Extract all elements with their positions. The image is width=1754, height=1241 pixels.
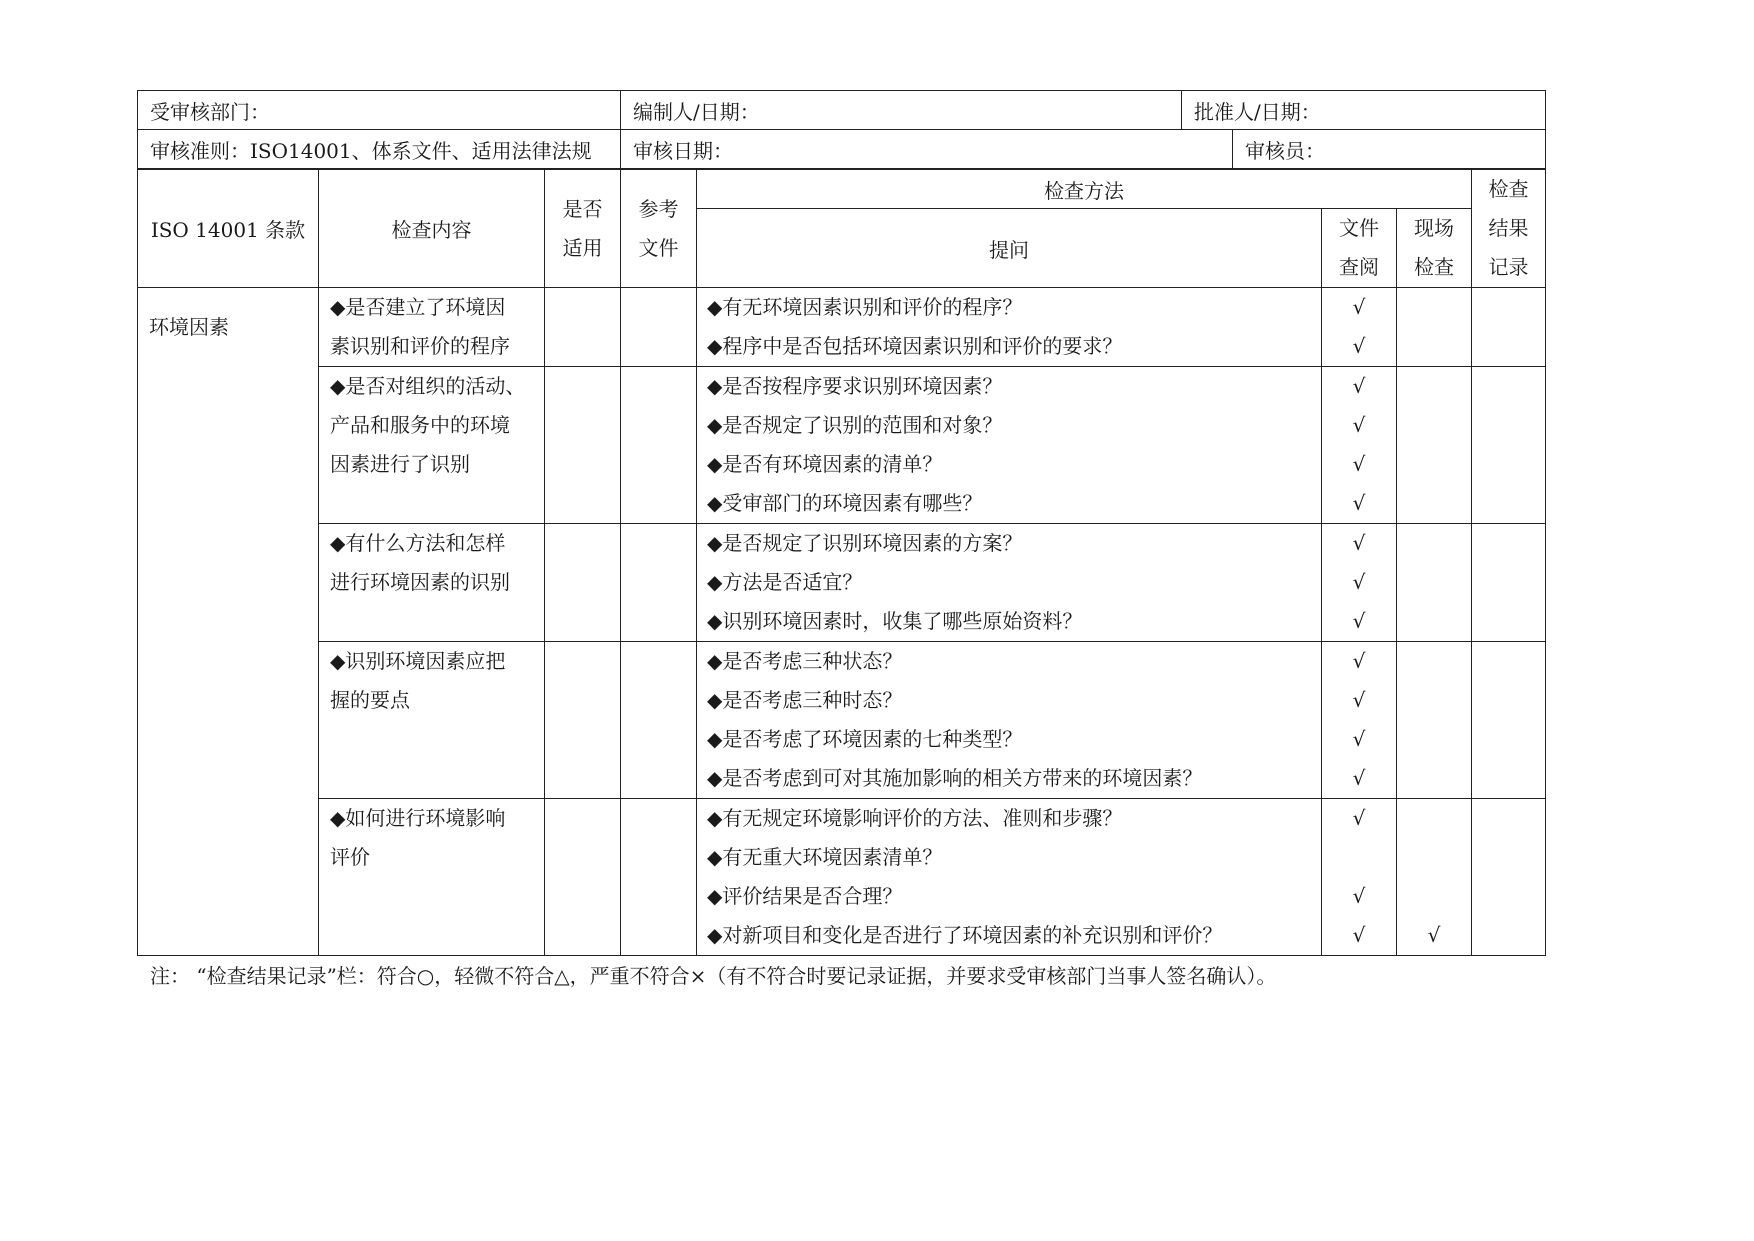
check-mark bbox=[1322, 838, 1396, 877]
check-content-line: ◆是否建立了环境因 bbox=[330, 295, 506, 319]
result-cell[interactable] bbox=[1472, 642, 1546, 799]
audited-dept-field[interactable] bbox=[138, 91, 621, 130]
question-item: ◆是否有环境因素的清单？ bbox=[707, 452, 943, 476]
table-row bbox=[138, 367, 1546, 524]
reference-cell[interactable] bbox=[621, 642, 697, 799]
header-row-1 bbox=[137, 90, 1546, 130]
clause-name: 环境因素 bbox=[149, 315, 229, 339]
check-mark: √ bbox=[1352, 727, 1366, 751]
check-mark bbox=[1397, 445, 1471, 484]
content-header bbox=[319, 170, 545, 288]
check-mark bbox=[1397, 720, 1471, 759]
check-mark bbox=[1397, 602, 1471, 641]
table-row bbox=[138, 288, 1546, 367]
check-mark bbox=[1397, 288, 1471, 327]
applicable-header-line-1: 是否 bbox=[562, 196, 603, 221]
applicable-header-line-2: 适用 bbox=[562, 235, 603, 260]
question-item: ◆对新项目和变化是否进行了环境因素的补充识别和评价？ bbox=[707, 923, 1223, 947]
approver-date-field[interactable] bbox=[1182, 91, 1546, 130]
check-content-cell bbox=[319, 288, 545, 367]
method-header bbox=[697, 170, 1472, 209]
check-content-line: ◆有什么方法和怎样 bbox=[330, 531, 506, 555]
compiler-date-field[interactable] bbox=[621, 91, 1182, 130]
question-item: ◆识别环境因素时，收集了哪些原始资料？ bbox=[707, 609, 1083, 633]
question-cell bbox=[697, 524, 1322, 642]
doc-review-header-line-1: 文件 bbox=[1339, 216, 1379, 240]
question-item: ◆有无规定环境影响评价的方法、准则和步骤？ bbox=[707, 806, 1123, 830]
column-header-row-1 bbox=[138, 170, 1546, 209]
question-item: ◆是否考虑三种状态？ bbox=[707, 649, 903, 673]
site-check-cell bbox=[1397, 367, 1472, 524]
doc-review-cell bbox=[1322, 288, 1397, 367]
doc-review-cell bbox=[1322, 799, 1397, 956]
check-content-line: 产品和服务中的环境 bbox=[330, 413, 510, 437]
approver-date-label: 批准人/日期： bbox=[1194, 99, 1321, 124]
question-header bbox=[697, 209, 1322, 288]
question-item: ◆方法是否适宜？ bbox=[707, 570, 863, 594]
check-mark: √ bbox=[1352, 570, 1366, 594]
check-mark bbox=[1397, 367, 1471, 406]
site-check-header-line-1: 现场 bbox=[1414, 216, 1454, 240]
check-mark: √ bbox=[1352, 452, 1366, 476]
check-content-cell bbox=[319, 799, 545, 956]
clause-header-label: ISO 14001 条款 bbox=[150, 218, 306, 242]
check-mark: √ bbox=[1352, 609, 1366, 633]
result-cell[interactable] bbox=[1472, 524, 1546, 642]
check-content-line: 评价 bbox=[330, 845, 370, 869]
question-item: ◆是否规定了识别的范围和对象？ bbox=[707, 413, 1003, 437]
question-header-label: 提问 bbox=[989, 237, 1029, 262]
question-item: ◆是否考虑三种时态？ bbox=[707, 688, 903, 712]
reference-cell[interactable] bbox=[621, 524, 697, 642]
check-content-line: 进行环境因素的识别 bbox=[330, 570, 510, 594]
check-mark bbox=[1397, 484, 1471, 523]
site-check-header bbox=[1397, 209, 1472, 288]
result-header-line-3: 记录 bbox=[1488, 255, 1529, 279]
question-cell bbox=[697, 642, 1322, 799]
result-header bbox=[1472, 170, 1546, 288]
reference-cell[interactable] bbox=[621, 367, 697, 524]
check-mark bbox=[1397, 681, 1471, 720]
content-header-label: 检查内容 bbox=[391, 218, 472, 242]
site-check-cell bbox=[1397, 288, 1472, 367]
check-mark bbox=[1397, 524, 1471, 563]
check-mark: √ bbox=[1352, 688, 1366, 712]
compiler-date-label: 编制人/日期： bbox=[633, 99, 760, 124]
auditor-field[interactable] bbox=[1233, 130, 1546, 169]
question-item: ◆是否按程序要求识别环境因素？ bbox=[707, 374, 1003, 398]
check-mark bbox=[1397, 877, 1471, 916]
result-header-line-1: 检查 bbox=[1488, 177, 1529, 201]
applicable-header bbox=[545, 170, 621, 288]
check-content-cell bbox=[319, 524, 545, 642]
check-mark: √ bbox=[1352, 649, 1366, 673]
check-mark bbox=[1397, 799, 1471, 838]
doc-review-cell bbox=[1322, 524, 1397, 642]
clause-header bbox=[138, 170, 319, 288]
audit-date-label: 审核日期： bbox=[633, 138, 733, 163]
table-row bbox=[138, 642, 1546, 799]
question-item: ◆受审部门的环境因素有哪些？ bbox=[707, 491, 983, 515]
question-item: ◆评价结果是否合理？ bbox=[707, 884, 903, 908]
audit-criteria-cell bbox=[138, 130, 621, 169]
applicable-cell[interactable] bbox=[545, 367, 621, 524]
result-cell[interactable] bbox=[1472, 288, 1546, 367]
check-mark bbox=[1397, 327, 1471, 366]
check-content-line: ◆如何进行环境影响 bbox=[330, 806, 506, 830]
reference-header bbox=[621, 170, 697, 288]
check-content-line: 握的要点 bbox=[330, 688, 410, 712]
question-cell bbox=[697, 799, 1322, 956]
check-mark: √ bbox=[1352, 531, 1366, 555]
check-content-cell bbox=[319, 367, 545, 524]
audit-date-field[interactable] bbox=[621, 130, 1233, 169]
doc-review-header bbox=[1322, 209, 1397, 288]
check-mark: √ bbox=[1352, 491, 1366, 515]
check-content-line: 因素进行了识别 bbox=[330, 452, 470, 476]
checklist-table bbox=[137, 169, 1546, 956]
question-cell bbox=[697, 367, 1322, 524]
question-item: ◆程序中是否包括环境因素识别和评价的要求？ bbox=[707, 334, 1123, 358]
check-mark: √ bbox=[1352, 884, 1366, 908]
result-cell[interactable] bbox=[1472, 799, 1546, 956]
table-row bbox=[138, 799, 1546, 956]
check-mark bbox=[1397, 563, 1471, 602]
check-mark: √ bbox=[1352, 295, 1366, 319]
check-content-cell bbox=[319, 642, 545, 799]
question-item: ◆有无重大环境因素清单？ bbox=[707, 845, 943, 869]
doc-review-cell bbox=[1322, 642, 1397, 799]
question-item: ◆是否考虑到可对其施加影响的相关方带来的环境因素？ bbox=[707, 766, 1203, 790]
footnote: 注： “检查结果记录”栏：符合○，轻微不符合△，严重不符合×（有不符合时要记录证据，并要求受审核部门当事人签名确认）。 bbox=[150, 964, 1277, 988]
reference-header-line-2: 文件 bbox=[638, 235, 679, 260]
check-mark bbox=[1397, 406, 1471, 445]
method-header-label: 检查方法 bbox=[1044, 178, 1124, 203]
clause-cell bbox=[138, 288, 319, 956]
site-check-cell bbox=[1397, 799, 1472, 956]
question-cell bbox=[697, 288, 1322, 367]
audited-dept-label: 受审核部门： bbox=[150, 99, 270, 124]
reference-cell[interactable] bbox=[621, 799, 697, 956]
result-cell[interactable] bbox=[1472, 367, 1546, 524]
check-mark bbox=[1397, 759, 1471, 798]
check-content-line: 素识别和评价的程序 bbox=[330, 334, 510, 358]
reference-cell[interactable] bbox=[621, 288, 697, 367]
site-check-cell bbox=[1397, 524, 1472, 642]
site-check-header-line-2: 检查 bbox=[1414, 255, 1454, 279]
check-mark: √ bbox=[1352, 334, 1366, 358]
audit-criteria-label: 审核准则：ISO14001、体系文件、适用法律法规 bbox=[150, 138, 592, 163]
auditor-label: 审核员： bbox=[1245, 138, 1325, 163]
doc-review-header-line-2: 查阅 bbox=[1339, 255, 1379, 279]
check-content-line: ◆是否对组织的活动、 bbox=[330, 374, 526, 398]
table-row bbox=[138, 524, 1546, 642]
site-check-cell bbox=[1397, 642, 1472, 799]
check-mark: √ bbox=[1352, 806, 1366, 830]
question-item: ◆是否考虑了环境因素的七种类型？ bbox=[707, 727, 1023, 751]
applicable-cell[interactable] bbox=[545, 524, 621, 642]
result-header-line-2: 结果 bbox=[1488, 216, 1529, 240]
applicable-cell[interactable] bbox=[545, 288, 621, 367]
question-item: ◆有无环境因素识别和评价的程序？ bbox=[707, 295, 1023, 319]
reference-header-line-1: 参考 bbox=[638, 196, 679, 221]
check-mark: √ bbox=[1352, 766, 1366, 790]
check-mark: √ bbox=[1352, 413, 1366, 437]
check-mark bbox=[1397, 642, 1471, 681]
header-row-2 bbox=[137, 129, 1546, 169]
check-mark bbox=[1397, 838, 1471, 877]
applicable-cell[interactable] bbox=[545, 799, 621, 956]
check-content-line: ◆识别环境因素应把 bbox=[330, 649, 506, 673]
check-mark: √ bbox=[1352, 923, 1366, 947]
applicable-cell[interactable] bbox=[545, 642, 621, 799]
doc-review-cell bbox=[1322, 367, 1397, 524]
check-mark: √ bbox=[1352, 374, 1366, 398]
question-item: ◆是否规定了识别环境因素的方案？ bbox=[707, 531, 1023, 555]
check-mark: √ bbox=[1427, 923, 1441, 947]
